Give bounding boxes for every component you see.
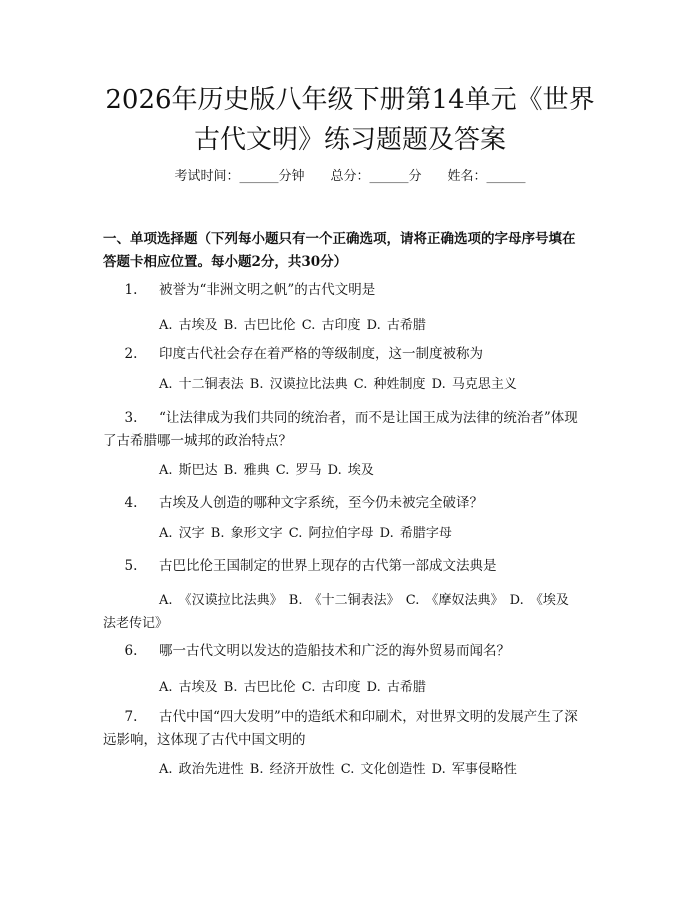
- question-text-line-1: “让法律成为我们共同的统治者，而不是让国王成为法律的统治者”体现: [159, 410, 578, 426]
- question-number: 5.: [124, 558, 138, 574]
- question-7: [103, 706, 603, 752]
- question-3: [103, 407, 603, 453]
- question-text: 古埃及人创造的哪种文字系统，至今仍未被完全破译？: [159, 495, 483, 511]
- question-7-options: A. 政治先进性 B. 经济开放性 C. 文化创造性 D. 军事侵略性: [159, 762, 517, 777]
- question-number: 4.: [124, 495, 138, 511]
- question-1-options: A. 古埃及 B. 古巴比伦 C. 古印度 D. 古希腊: [159, 318, 426, 333]
- question-text-line-2: 远影响，这体现了古代中国文明的: [103, 732, 306, 748]
- question-number: 7.: [124, 709, 138, 725]
- question-2: [103, 343, 603, 366]
- question-text: 印度古代社会存在着严格的等级制度，这一制度被称为: [159, 346, 483, 362]
- question-5-options: [103, 589, 598, 635]
- question-text: 被誉为“非洲文明之帆”的古代文明是: [159, 282, 376, 298]
- question-number: 1.: [124, 282, 138, 298]
- total-score-field: 总分：______分: [330, 169, 422, 184]
- question-4-options: A. 汉字 B. 象形文字 C. 阿拉伯字母 D. 希腊字母: [159, 526, 452, 541]
- question-5-options-line-2: 法老传记》: [103, 616, 169, 631]
- question-text-line-1: 古代中国“四大发明”中的造纸术和印刷术，对世界文明的发展产生了深: [159, 709, 578, 725]
- question-number: 3.: [124, 410, 138, 426]
- question-text-line-2: 了古希腊哪一城邦的政治特点？: [103, 433, 292, 449]
- question-6: [103, 640, 603, 663]
- question-number: 6.: [124, 643, 138, 659]
- question-4: [103, 492, 603, 515]
- question-text: 古巴比伦王国制定的世界上现存的古代第一部成文法典是: [159, 558, 497, 574]
- section-heading-line-1: 一、单项选择题（下列每小题只有一个正确选项，请将正确选项的字母序号填在: [103, 231, 576, 247]
- student-name-field: 姓名：______: [447, 169, 526, 184]
- question-2-options: A. 十二铜表法 B. 汉谟拉比法典 C. 种姓制度 D. 马克思主义: [159, 377, 517, 392]
- question-6-options: A. 古埃及 B. 古巴比伦 C. 古印度 D. 古希腊: [159, 680, 426, 695]
- exam-meta: [0, 167, 700, 187]
- question-5: [103, 555, 603, 578]
- question-5-options-line-1: A. 《汉谟拉比法典》 B. 《十二铜表法》 C. 《摩奴法典》 D. 《埃及: [159, 593, 569, 608]
- exam-time-field: 考试时间：______分钟: [174, 169, 305, 184]
- section-heading: [103, 228, 603, 274]
- question-1: [103, 279, 603, 302]
- question-number: 2.: [124, 346, 138, 362]
- page-title-line-2: 古代文明》练习题题及答案: [193, 125, 506, 155]
- page-title-line-1: 2026年历史版八年级下册第14单元《世界: [105, 85, 595, 115]
- question-text: 哪一古代文明以发达的造船技术和广泛的海外贸易而闻名？: [159, 643, 510, 659]
- section-heading-line-2: 答题卡相应位置。每小题2分，共30分）: [103, 254, 348, 270]
- question-3-options: A. 斯巴达 B. 雅典 C. 罗马 D. 埃及: [159, 463, 374, 478]
